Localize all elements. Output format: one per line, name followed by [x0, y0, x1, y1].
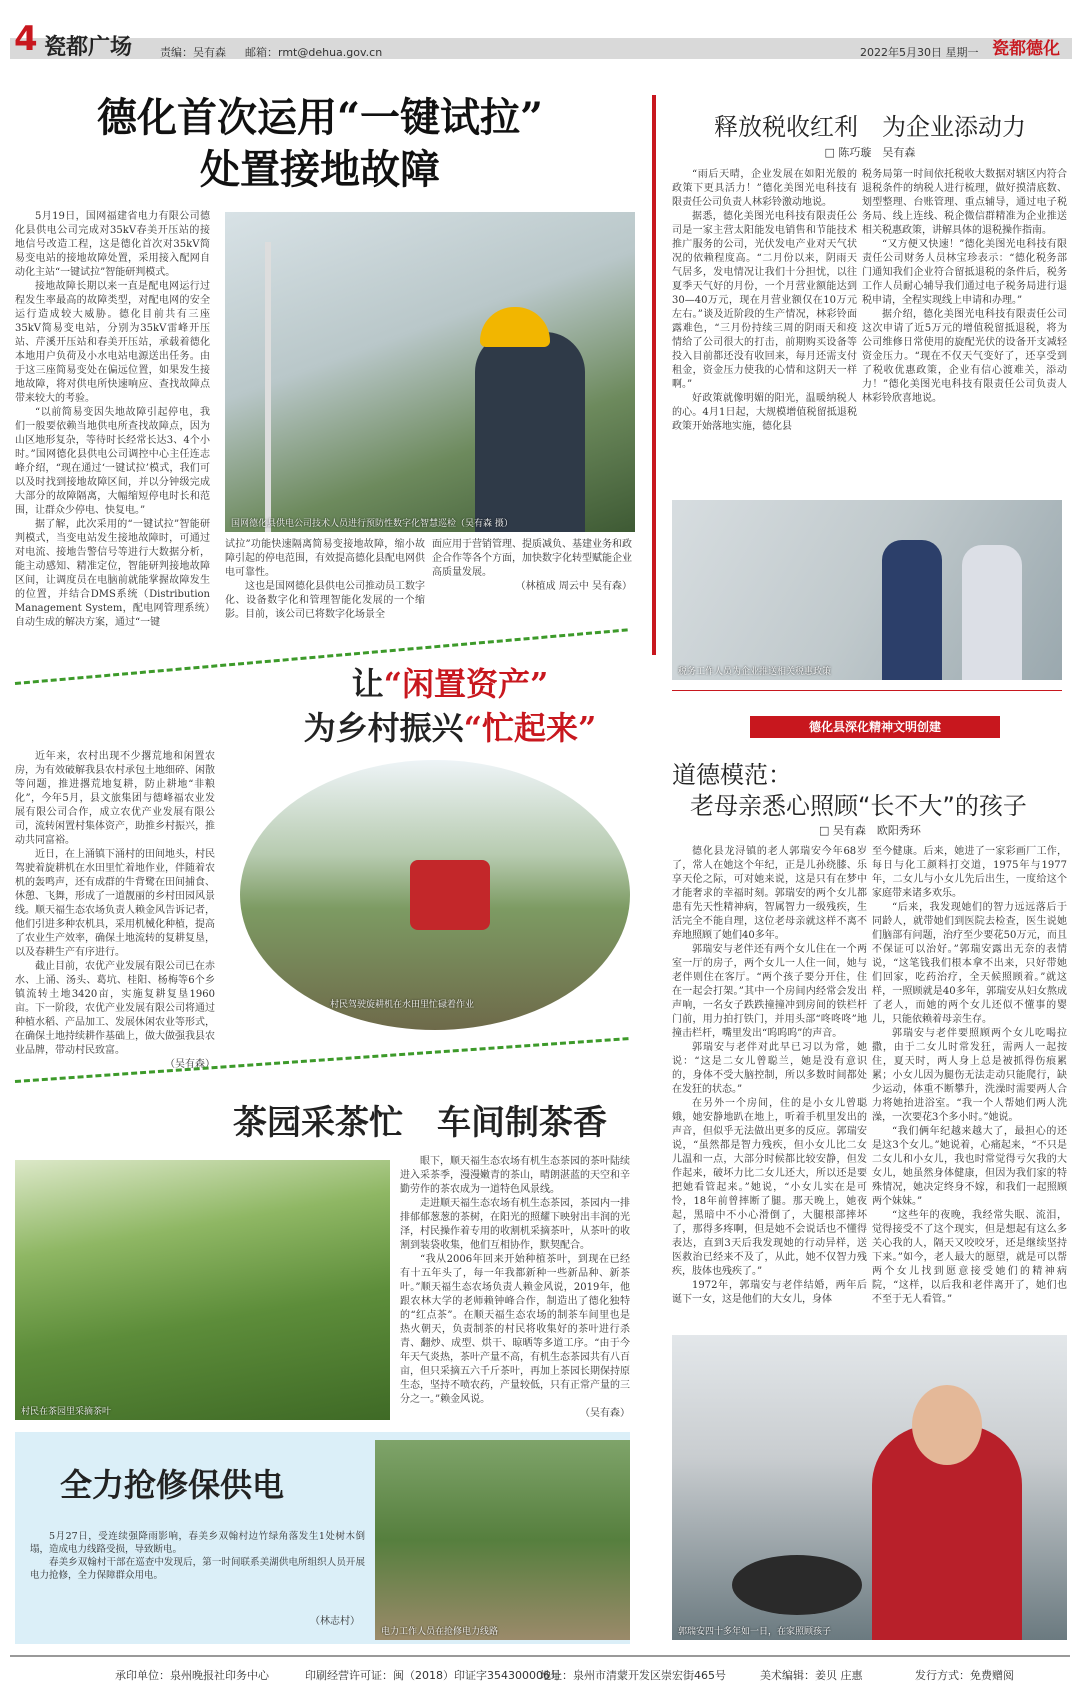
- article6-title-line2: 老母亲悉心照顾“长不大”的孩子: [690, 792, 1027, 820]
- helmet-icon: [480, 307, 550, 347]
- column-rule: [652, 95, 656, 655]
- footer: [10, 1655, 1070, 1689]
- title-highlight: “忙起来”: [463, 709, 597, 747]
- footer-address: 地址：泉州市清蒙开发区崇宏街465号: [540, 1669, 726, 1682]
- article5-col2: [862, 168, 1067, 493]
- title-part: 让: [351, 665, 384, 703]
- article5-author: □ 陈巧璇 吴有森: [824, 146, 916, 159]
- article4-text: [30, 1530, 365, 1610]
- paragraph: 郭瑞安与老伴对此早已习以为常，她说：“这是二女儿曾聪兰，她是没有意识的，身体不受大脑控制，所以多数时间都处在发狂的状态。”: [672, 1042, 867, 1095]
- article2-headline: [270, 662, 630, 750]
- article1-col2: [225, 538, 425, 638]
- section-band: 德化县深化精神文明创建: [750, 716, 1000, 738]
- article1-title-line1: 德化首次运用“一键试拉”: [96, 94, 543, 141]
- article6-col1: [672, 845, 867, 1325]
- article5-title: 释放税收红利 为企业添动力: [714, 113, 1026, 141]
- worker-figure: [475, 332, 585, 532]
- article2-text: [15, 750, 215, 1095]
- article3-title: 茶园采茶忙 车间制茶香: [233, 1103, 607, 1143]
- paragraph: 春美乡双翰村干部在巡查中发现后，第一时间联系美湖供电所组织人员开展电力抢修，全力保障群众用电。: [30, 1557, 365, 1581]
- article6-col2: [872, 845, 1067, 1325]
- article4-photo: [375, 1440, 630, 1640]
- paragraph: 5月19日，国网福建省电力有限公司德化县供电公司完成对35kV春美开压站的接地信号改造工程，这是德化首次对35kV简易变电站的接地故障处置，采用接入配网自动化主站“一键试拉”智能研判模式。: [15, 211, 210, 278]
- title-highlight: “闲置资产”: [383, 665, 549, 703]
- article3-text: [400, 1155, 630, 1425]
- divider: [672, 690, 1062, 691]
- paragraph: 税务局第一时间依托税收大数据对辖区内符合退税条件的纳税人进行梳理，做好摸清底数、划型整理、台账管理、重点辅导，通过电子税务局、线上连线、税企微信群精准为企业推送相关税惠政策，讲解具体的退税操作指南。: [862, 169, 1067, 236]
- byline: （吴有森）: [165, 1059, 215, 1070]
- article1-col3: [432, 538, 632, 638]
- paragraph: 走进顺天福生态农场有机生态茶园，茶园内一排排郁郁葱葱的茶树，在阳光的照耀下映射出丰润的光泽，村民操作着专用的收割机采摘茶叶，从茶叶的收割到装袋收集，他们互相协作，默契配合。: [400, 1198, 630, 1251]
- footer-distribution: 发行方式：免费赠阅: [915, 1669, 1014, 1682]
- article1-photo: [225, 212, 635, 532]
- face: [912, 1385, 982, 1465]
- paragraph: “以前简易变因失地故障引起停电，我们一般要依赖当地供电所查找故障点，因为山区地形复杂，等待时长经常长达3、4个小时。”国网德化县供电公司调控中心主任连志峰介绍，“现在通过‘一键试拉’模式，我们可以及时找到接地故障区间，并以分钟级完成大部分的故障隔离，大幅缩短停电时长和范围，让群众少停电、快复电。”: [15, 407, 210, 516]
- paragraph: 德化县龙浔镇的老人郭瑞安今年68岁了，常人在她这个年纪，正是儿孙绕膝、乐享天伦之际，可对她来说，这是只有在梦中才能奢求的幸福时刻。郭瑞安的两个女儿都患有先天性精神病，智属智力一级残疾，生活完全不能自理，这位老母亲就这样不离不弃地照顾了她们40多年。: [672, 846, 867, 941]
- paragraph: 郭瑞安与老伴还有两个女儿住在一个两室一厅的房子，两个女儿一人住一间，她与老伴则住在客厅。“两个孩子要分开住，住在一起会打架。”其中一个房间内经常会发出声响，一名女子跌跌撞撞冲到房间的铁栏杆门前，用力拍打铁门，并用头部“咚咚咚”地撞击栏杆，嘴里发出“呜呜呜”的声音。: [672, 944, 867, 1039]
- wok-icon: [732, 1555, 862, 1615]
- paragraph: 截止目前，农优产业发展有限公司已在赤水、上涌、汤头、葛坑、桂阳、杨梅等6个乡镇流转土地3420亩，实施复耕复垦1960亩。下一阶段，农优产业发展有限公司将通过种植水稻、产品加工、发展休闲农业等形式，在确保土地持续耕作基础上，做大做强我县农业品牌，带动村民致富。: [15, 961, 215, 1056]
- byline: （吴有森）: [580, 1408, 630, 1419]
- paragraph: 据介绍，德化美图光电科技有限责任公司这次申请了近5万元的增值税留抵退税，将为公司维修日常使用的旋配光伏的设备开支减轻资金压力。“现在不仅天气变好了，还享受到了税收优惠政策，企业有信心渡难关，添动力！”德化美图光电科技有限责任公司负责人林彩铃欣喜地说。: [862, 309, 1067, 404]
- paragraph: 面应用于营销管理、提质减负、基建业务和政企合作等各个方面，加快数字化转型赋能企业高质量发展。: [432, 539, 632, 578]
- section-name: 瓷都广场: [44, 35, 133, 60]
- power-pole: [265, 242, 271, 532]
- paragraph: “雨后天晴，企业发展在如阳光般的政策下更具活力！”德化美图光电科技有限责任公司负责人林彩铃激动地说。: [672, 169, 857, 208]
- footer-printer: 承印单位：泉州晚报社印务中心: [115, 1669, 269, 1682]
- paragraph: 至今健康。后来，她进了一家彩画厂工作，每日与化工颜料打交道，1975年与1977年，二女儿与小女儿先后出生，一度给这个家庭带来诸多欢乐。: [872, 846, 1067, 899]
- paragraph: 近日，在上涌镇下涌村的田间地头，村民驾驶着旋耕机在水田里忙着地作业，伴随着农机的轰鸣声，还有成群的牛背鹭在田间捕食、休憩、飞舞，形成了一道靓丽的乡村田园风景线。顺天福生态农场负责人赖金风告诉记者，他们引进多种农机具，采用机械化种植，提高了农业生产效率，确保土地流转的复耕复垦，以及春耕生产有序进行。: [15, 849, 215, 958]
- paragraph: “我从2006年回来开始种植茶叶，到现在已经有十五年头了，每一年我都新种一些新品种、新茶叶。”顺天福生态农场负责人赖金风说，2019年，他跟农林大学的老师赖钟峰合作，制造出了德化独特的“红点茶”。在顺天福生态农场的制茶车间里也是热火朝天，负责制茶的村民将收集好的茶叶进行杀青、翻炒、成型、烘干、晾晒等多道工序。“由于今年天气炎热，茶叶产量不高，有机生态茶园共有八百亩，但只采摘五六千斤茶叶，再加上茶园长期保持原生态，坚持不喷农药，产量较低，只有正常产量的三分之一。”赖金风说。: [400, 1254, 630, 1405]
- article6-author: □ 吴有森 欧阳秀环: [819, 824, 921, 837]
- paragraph: 眼下，顺天福生态农场有机生态茶园的茶叶陆续进入采茶季，漫漫嫩青的茶山，晴朗湛蓝的天空和辛勤劳作的茶农成为一道特色风景线。: [400, 1156, 630, 1195]
- paragraph: 好政策就像明媚的阳光，温暖纳税人的心。4月1日起，大规模增值税留抵退税政策开始落地实施，德化县: [672, 393, 857, 432]
- paragraph: 据了解，此次采用的“一键试拉”智能研判模式，当变电站发生接地故障时，可通过对电流、接地告警信号等进行大数据分析，能主动感知、精准定位，智能研判接地故障区间，让调度员在电脑前就能掌握故障发生的位置，并结合DMS系统（Distribution Management System，配电网管理系统）自动生成的解决方案，通过“一键: [15, 519, 210, 628]
- staff-figure: [882, 540, 942, 680]
- brand-logo: 瓷都德化: [992, 39, 1060, 59]
- paragraph: 这也是国网德化县供电公司推动员工数字化、设备数字化和管理智能化发展的一个缩影。目前，该公司已将数字化场景全: [225, 581, 425, 620]
- article3-photo: [15, 1160, 390, 1420]
- paragraph: 试拉”功能快速隔离简易变接地故障，缩小故障引起的停电范围，有效提高德化县配电网供电可靠性。: [225, 539, 425, 578]
- editor: 责编：吴有森: [160, 46, 226, 59]
- paragraph: 接地故障长期以来一直是配电网运行过程发生率最高的故障类型，对配电网的安全运行造成较大威胁。德化目前共有三座35kV简易变电站，分别为35kV雷峰开压站、芹溪开压站和春美开压站，承载着德化本地用户负荷及小水电站电源送出任务。由于这三座简易变处在偏远位置，如果发生接地故障，将对供电所快速响应、查找故障点带来较大的考验。: [15, 281, 210, 404]
- article5-col1: [672, 168, 857, 493]
- footer-license: 印刷经营许可证：闽（2018）印证字354300006号: [305, 1669, 561, 1682]
- article1-col1: [15, 210, 210, 635]
- article4-title: 全力抢修保供电: [60, 1466, 285, 1504]
- paragraph: 在另外一个房间，住的是小女儿曾聪娥，她安静地趴在地上，听着手机里发出的声音，但似乎无法做出更多的反应。郭瑞安说，“虽然都是智力残疾，但小女儿比二女儿温和一点，大部分时候都比较安静，但发作起来，破坏力比二女儿还大，所以还是要把她看管起来。”她说，“小女儿实在是可怜，18年前曾摔断了腿。那天晚上，她夜起，黑暗中不小心滑倒了，大腿根部摔坏了，那得多疼啊，但是她不会说话也不懂得表达，直到3天后我发现她的行动异样，送医救治已经来不及了，从此，她不仅智力残疾，肢体也残疾了。”: [672, 1098, 867, 1277]
- photo-caption: 村民在茶园里采摘茶叶: [21, 1407, 112, 1417]
- paragraph: 1972年，郭瑞安与老伴结婚，两年后诞下一女，这是他们的大女儿，身体: [672, 1280, 867, 1305]
- date: 2022年5月30日 星期一: [860, 46, 979, 59]
- footer-art-editor: 美术编辑：姜贝 庄惠: [760, 1669, 863, 1682]
- paragraph: “又方便又快速！”德化美图光电科技有限责任公司财务人员林宝珍表示：“德化税务部门通知我们企业符合留抵退税的条件后，税务工作人员耐心辅导我们通过电子税务局进行退税申请，全程实现线上申请和办理。”: [862, 239, 1067, 306]
- photo-caption: 郭瑞安四十多年如一日，在家照顾孩子: [678, 1627, 832, 1637]
- paragraph: 5月27日，受连续强降雨影响，春美乡双翰村边竹绿角落发生1处树木倒塌，造成电力线路受损，导致断电。: [30, 1531, 365, 1555]
- staff-figure: [962, 545, 1022, 680]
- tractor-icon: [410, 860, 490, 930]
- article6-title-line1: 道德模范：: [672, 761, 792, 789]
- email: 邮箱：rmt@dehua.gov.cn: [245, 46, 383, 59]
- article6-photo: [672, 1335, 1067, 1640]
- page-number: 4: [14, 19, 38, 59]
- paragraph: 郭瑞安与老伴要照顾两个女儿吃喝拉撒，由于二女儿时常发狂，需两人一起按住，夏天时，两人身上总是被抓得伤痕累累；小女儿因为腿伤无法走动只能爬行，缺少运动，体重不断攀升，洗澡时需要两人合力将她抬进浴室。“我一个人帮她们两人洗澡，一次要花3个多小时。”她说。: [872, 1028, 1067, 1123]
- article1-title-line2: 处置接地故障: [200, 146, 440, 193]
- paragraph: “这些年的夜晚，我经常失眠、流泪，觉得接受不了这个现实，但是想起有这么多关心我的人，隔天又咬咬牙，还是继续坚持下来。”如今，老人最大的愿望，就是可以帮两个女儿找到愿意接受她们的精神病院，“这样，以后我和老伴离开了，她们也不至于无人看管。”: [872, 1210, 1067, 1305]
- article1-headline: [50, 92, 590, 196]
- photo-caption: 电力工作人员在抢修电力线路: [381, 1627, 499, 1637]
- article4-author: （林志村）: [310, 1616, 360, 1627]
- title-part: 为乡村振兴: [303, 709, 464, 747]
- paragraph: “我们俩年纪越来越大了，最担心的还是这3个女儿。”她说着，心痛起来，“不只是二女儿和小女儿，我也时常觉得亏欠我的大女儿，她虽然身体健康，但因为我们家的特殊情况，她决定终身不嫁，和我们一起照顾两个妹妹。”: [872, 1126, 1067, 1207]
- photo-caption: 税务工作人员为企业推送相关税惠政策: [678, 667, 832, 677]
- article5-photo: [672, 500, 1062, 680]
- photo-caption: 村民驾驶旋耕机在水田里忙碌着作业: [330, 1000, 475, 1010]
- paragraph: 近年来，农村出现不少撂荒地和闲置农房，为有效破解我县农村承包土地细碎、闲散等问题，推进撂荒地复耕，防止耕地“非粮化”，今年5月，县文旅集团与德峰福农业发展有限公司合作，成立农优产业发展有限公司，流转闲置村集体资产，助推乡村振兴，推动共同富裕。: [15, 751, 215, 846]
- paragraph: 据悉，德化美图光电科技有限责任公司是一家主营太阳能发电销售和节能技术推广服务的公司，光伏发电产业对天气状况的依赖程度高。“二月份以来，阴雨天气居多，发电情况让我们十分担忧，以往夏季天气好的月份，一个月营业额能达到30—40万元，现在月营业额仅在10万元左右。”谈及近阶段的生产情况，林彩铃面露难色，“三月份持续三周的阴雨天和疫情给了公司很大的打击，前期购买设备等投入目前都还没有收回来，每月还需支付租金，资金压力使我的心情和这阴天一样啊。”: [672, 211, 857, 390]
- article2-photo: [240, 760, 630, 1030]
- byline: （林植成 周云中 吴有森）: [515, 581, 632, 592]
- photo-caption: 国网德化县供电公司技术人员进行预防性数字化智慧巡检（吴有森 摄）: [231, 519, 513, 529]
- paragraph: “后来，我发现她们的智力远远落后于同龄人，就带她们到医院去检查，医生说她们脑部有问题，治疗至少要花50万元，而且不保证可以治好。”郭瑞安露出无奈的表情说，“这笔钱我们根本拿不出来，只好带她们回家，吃药治疗，全天候照顾着。”就这样，一照顾就是40多年，郭瑞安从妇女熬成了老人，而她的两个女儿还似不懂事的婴儿，只能依赖着母亲生存。: [872, 902, 1067, 1025]
